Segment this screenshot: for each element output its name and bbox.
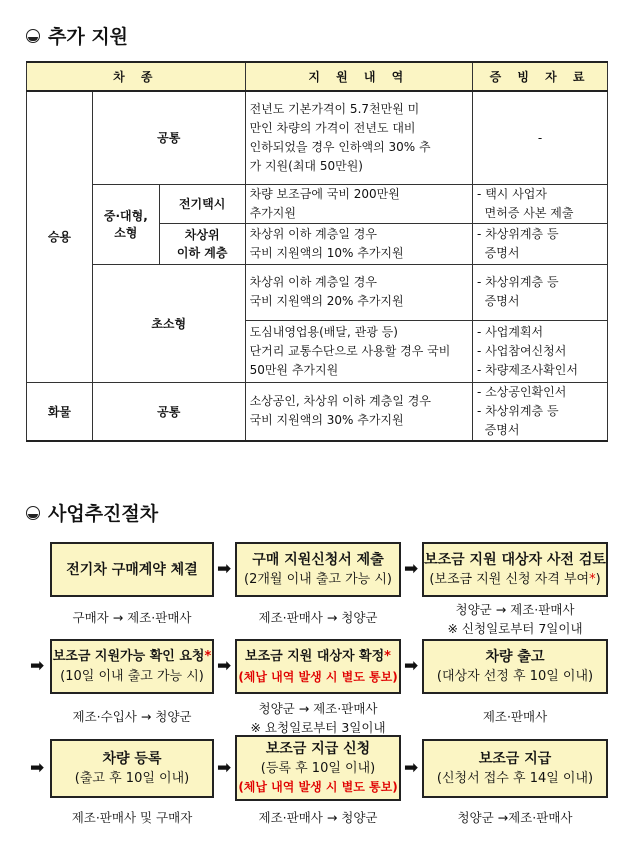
- arrow-right-icon: ➡: [217, 656, 232, 676]
- cell-micro-docs-2: - 사업계획서 - 사업참여신청서 - 차량제조사확인서: [473, 320, 608, 382]
- cell-common-detail: 전년도 기본가격이 5.7천만원 미 만인 차량의 가격이 전년도 대비 인하되었을 경우 인하액의 30% 추 가 지원(최대 50만원): [245, 91, 472, 184]
- cell-micro-detail-1: 차상위 이하 계층일 경우 국비 지원액의 20% 추가지원: [245, 264, 472, 320]
- arrow-right-icon: ➡: [217, 559, 232, 579]
- cell-common: 공통: [92, 91, 245, 184]
- cell-low-income: 차상위 이하 계층: [159, 223, 245, 264]
- header-vehicle-type: 차 종: [27, 62, 246, 91]
- flow-step-9: 보조금 지급 (신청서 접수 후 14일 이내): [422, 739, 608, 798]
- flow-caption-4: 제조·수입사 → 청양군: [72, 709, 192, 724]
- flow-step-6: 차량 출고 (대상자 선정 후 10일 이내): [422, 639, 608, 694]
- flow-caption-5: 청양군 → 제조·판매사 ※ 요청일로부터 3일이내: [250, 701, 386, 735]
- table-header-row: [27, 62, 608, 91]
- cell-micro: 초소형: [92, 264, 245, 382]
- bullet-circle-icon: [26, 506, 40, 520]
- additional-support-table: [26, 61, 608, 442]
- cell-passenger: 승용: [27, 91, 93, 382]
- cell-e-taxi-docs: - 택시 사업자 면허증 사본 제출: [473, 184, 608, 223]
- cell-cargo-common: 공통: [92, 382, 245, 441]
- flow-step-4: 보조금 지원가능 확인 요청* (10일 이내 출고 가능 시): [50, 639, 214, 694]
- section-title-text: 사업추진절차: [48, 503, 159, 525]
- cell-common-docs: -: [473, 91, 608, 184]
- section-title-procedure: [26, 499, 158, 526]
- bullet-circle-icon: [26, 29, 40, 43]
- section-title-text: 추가 지원: [48, 26, 129, 48]
- flow-caption-9: 청양군 →제조·판매사: [457, 810, 573, 825]
- cell-low-income-docs: - 차상위계층 등 증명서: [473, 223, 608, 264]
- arrow-right-icon: ➡: [404, 758, 419, 778]
- flow-caption-6: 제조·판매사: [482, 709, 548, 724]
- cell-low-income-detail: 차상위 이하 계층일 경우 국비 지원액의 10% 추가지원: [245, 223, 472, 264]
- cell-mid-large-small: 중·대형, 소형: [92, 184, 159, 264]
- table-row: [27, 184, 608, 223]
- cell-e-taxi-detail: 차량 보조금에 국비 200만원 추가지원: [245, 184, 472, 223]
- arrow-right-icon: ➡: [30, 758, 45, 778]
- flow-caption-8: 제조·판매사 → 청양군: [258, 810, 378, 825]
- arrow-right-icon: ➡: [30, 656, 45, 676]
- section-title-additional-support: [26, 22, 128, 49]
- flow-step-3: 보조금 지원 대상자 사전 검토 (보조금 지원 신청 자격 부여*): [422, 542, 608, 597]
- cell-cargo-detail: 소상공인, 차상위 이하 계층일 경우 국비 지원액의 30% 추가지원: [245, 382, 472, 441]
- header-support-detail: 지 원 내 역: [245, 62, 472, 91]
- cell-e-taxi: 전기택시: [159, 184, 245, 223]
- flow-caption-2: 제조·판매사 → 청양군: [258, 610, 378, 625]
- arrow-right-icon: ➡: [404, 656, 419, 676]
- cell-cargo: 화물: [27, 382, 93, 441]
- flow-step-2: 구매 지원신청서 제출 (2개월 이내 출고 가능 시): [235, 542, 401, 597]
- header-documents: 증 빙 자 료: [473, 62, 608, 91]
- table-row: [27, 91, 608, 184]
- cell-micro-docs-1: - 차상위계층 등 증명서: [473, 264, 608, 320]
- flow-step-7: 차량 등록 (출고 후 10일 이내): [50, 739, 214, 798]
- flow-caption-3: 청양군 → 제조·판매사 ※ 신청일로부터 7일이내: [447, 602, 583, 636]
- flow-step-1: 전기차 구매계약 체결: [50, 542, 214, 597]
- table-row: [27, 264, 608, 320]
- arrow-right-icon: ➡: [404, 559, 419, 579]
- arrow-right-icon: ➡: [217, 758, 232, 778]
- flow-caption-1: 구매자 → 제조·판매사: [72, 610, 192, 625]
- flow-step-5: 보조금 지원 대상자 확정* (체납 내역 발생 시 별도 통보): [235, 639, 401, 694]
- cell-cargo-docs: - 소상공인확인서 - 차상위계층 등 증명서: [473, 382, 608, 441]
- flow-step-8: 보조금 지급 신청 (등록 후 10일 이내) (체납 내역 발생 시 별도 통보): [235, 735, 401, 801]
- table-row: [27, 382, 608, 441]
- cell-micro-detail-2: 도심내영업용(배달, 관광 등) 단거리 교통수단으로 사용할 경우 국비 50만원 추가지원: [245, 320, 472, 382]
- flow-caption-7: 제조·판매사 및 구매자: [71, 810, 193, 825]
